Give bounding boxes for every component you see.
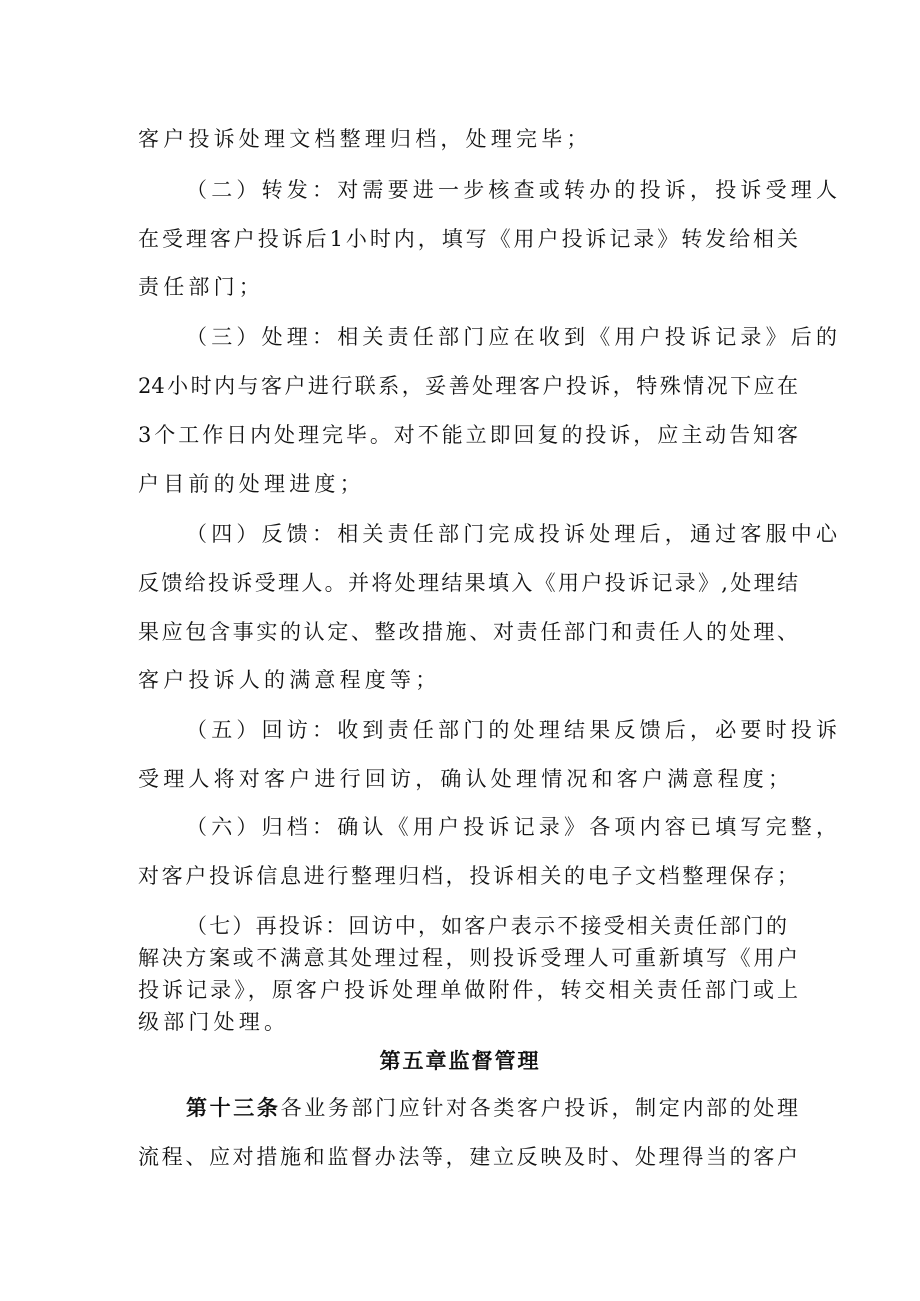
paragraph-line: （五）回访：收到责任部门的处理结果反馈后，必要时投诉 (186, 718, 842, 742)
paragraph-line: （七）再投诉：回访中，如客户表示不接受相关责任部门的 (186, 914, 790, 938)
paragraph-line: （二）转发：对需要进一步核查或转办的投诉，投诉受理人 (186, 178, 842, 202)
paragraph-line: 解决方案或不满意其处理过程，则投诉受理人可重新填写《用户 (138, 946, 798, 970)
paragraph-line: 责任部门； (138, 275, 264, 299)
paragraph-line: 反馈给投诉受理人。并将处理结果填入《用户投诉记录》,处理结 (138, 571, 798, 595)
paragraph-line: （三）处理：相关责任部门应在收到《用户投诉记录》后的 (186, 325, 842, 349)
paragraph-line: 投诉记录》，原客户投诉处理单做附件，转交相关责任部门或上 (138, 978, 798, 1002)
paragraph-line: （六）归档：确认《用户投诉记录》各项内容已填写完整， (186, 815, 842, 839)
paragraph-line: 24小时内与客户进行联系，妥善处理客户投诉，特殊情况下应在 (138, 374, 798, 398)
paragraph-line: 在受理客户投诉后1小时内，填写《用户投诉记录》转发给相关 (138, 227, 798, 251)
article-line: 流程、应对措施和监督办法等，建立反映及时、处理得当的客户 (138, 1145, 798, 1169)
article-line (186, 1093, 798, 1123)
article-number: 第十三条 (186, 1096, 281, 1120)
paragraph-line: 客户投诉人的满意程度等； (138, 668, 441, 692)
paragraph-line: 级部门处理。 (138, 1010, 290, 1034)
article-text: 各业务部门应针对各类客户投诉，制定内部的处理 (280, 1096, 799, 1120)
paragraph-line: 果应包含事实的认定、整改措施、对责任部门和责任人的处理、 (138, 620, 798, 644)
paragraph-line: 3个工作日内处理完毕。对不能立即回复的投诉，应主动告知客 (138, 423, 798, 447)
paragraph-line: 受理人将对客户进行回访，确认处理情况和客户满意程度； (138, 767, 794, 791)
paragraph-line: 户目前的处理进度； (138, 472, 365, 496)
chapter-title: 第五章监督管理 (379, 1049, 541, 1073)
paragraph-line: 客户投诉处理文档整理归档，处理完毕； (138, 127, 592, 151)
paragraph-line: 对客户投诉信息进行整理归档，投诉相关的电子文档整理保存； (138, 864, 798, 888)
paragraph-line: （四）反馈：相关责任部门完成投诉处理后，通过客服中心 (186, 522, 842, 546)
